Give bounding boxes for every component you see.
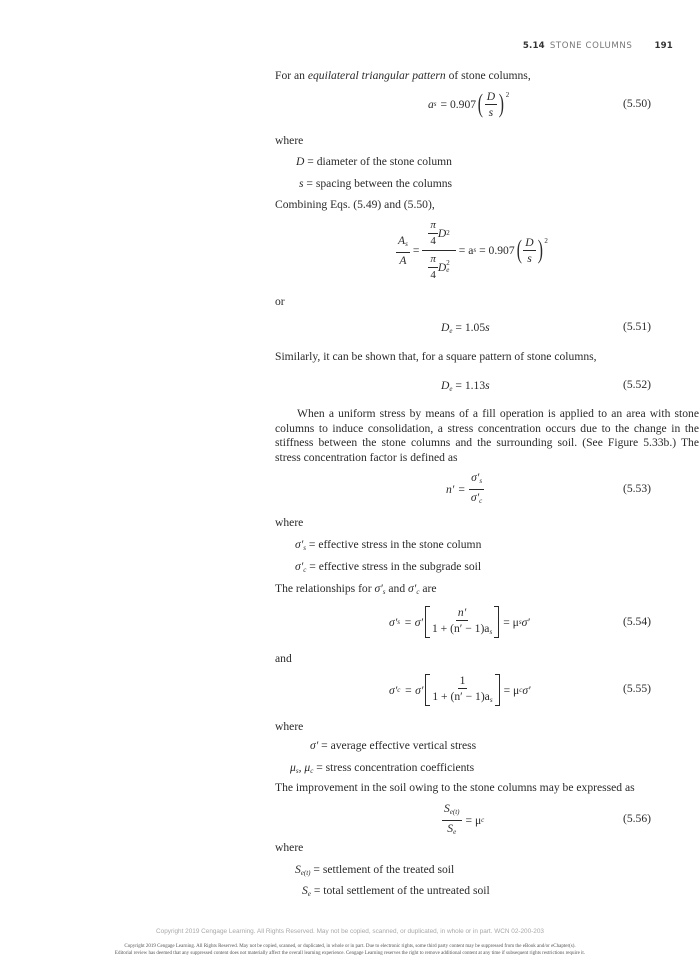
page-number: 191 — [654, 41, 673, 51]
numerator: D — [486, 89, 496, 103]
denominator — [469, 490, 484, 508]
definition-text: = diameter of the stone column — [307, 155, 452, 168]
and-label: and — [275, 652, 292, 665]
pi-over-four — [428, 253, 438, 282]
exponent: 2 — [446, 259, 450, 267]
symbol: S — [302, 884, 308, 897]
pi-over-four — [428, 219, 438, 248]
equals-mu: = μ — [503, 615, 519, 629]
coefficient: = 0.907 — [440, 97, 477, 111]
definition-s — [299, 176, 452, 191]
or-label: or — [275, 295, 285, 308]
text: 1 + (n′ − 1)a — [432, 689, 490, 703]
where-label: where — [275, 134, 304, 147]
where-label: where — [275, 516, 304, 529]
subscript: c — [310, 767, 314, 775]
numerator: 1 — [459, 673, 466, 687]
text: and — [385, 582, 409, 595]
definition-text: = stress concentration coefficients — [316, 761, 475, 774]
subscript: s — [479, 476, 483, 485]
symbol: a — [428, 97, 434, 111]
symbol: D — [437, 226, 447, 240]
fraction — [430, 606, 494, 639]
numerator: n′ — [457, 605, 467, 619]
symbol: μ — [290, 761, 296, 774]
equation-5-50 — [428, 88, 509, 120]
symbol: S — [447, 821, 454, 835]
right-paren: ) — [498, 89, 505, 118]
equation-5-53 — [446, 471, 484, 507]
fraction — [430, 674, 494, 707]
fraction — [442, 802, 462, 839]
symbol: σ′ — [389, 615, 398, 629]
symbol: σ′ — [295, 538, 304, 551]
subscript: c — [519, 686, 523, 694]
symbol: σ′ — [374, 582, 383, 595]
right-bracket — [495, 674, 500, 706]
subscript: c — [479, 496, 483, 505]
subscript: c — [303, 566, 307, 574]
exponent: 2 — [505, 91, 510, 99]
equals: = — [458, 482, 465, 496]
numerator — [442, 802, 462, 821]
equals-sigma: = σ′ — [404, 683, 424, 697]
subscript: s — [295, 767, 299, 775]
right-bracket — [494, 606, 499, 638]
equation-number: (5.50) — [623, 97, 652, 110]
symbol: σ′ — [470, 490, 480, 504]
symbol: σ′ — [521, 615, 530, 629]
numerator — [469, 471, 484, 490]
subscript: s — [433, 100, 437, 108]
definition-text: = effective stress in the stone column — [308, 538, 482, 551]
equals: = — [412, 243, 420, 257]
equation-5-56 — [442, 800, 484, 840]
equation-number: (5.51) — [623, 320, 652, 333]
denominator — [430, 689, 494, 707]
definition-text: = spacing between the columns — [306, 177, 453, 190]
right-paren: ) — [537, 235, 543, 264]
numerator — [396, 234, 410, 253]
where-label: where — [275, 841, 304, 854]
text: are — [419, 582, 437, 595]
combining-text: Combining Eqs. (5.49) and (5.50), — [275, 198, 435, 211]
symbol: σ′ — [295, 560, 304, 573]
definition-mu — [290, 760, 474, 779]
symbol: D — [296, 155, 305, 168]
subscript: e(t) — [449, 807, 460, 816]
equation-number: (5.52) — [623, 378, 652, 391]
definition-text: = total settlement of the untreated soil — [313, 884, 490, 897]
symbol: D — [441, 321, 450, 334]
left-paren: ( — [516, 235, 522, 264]
similarly-text: Similarly, it can be shown that, for a square pattern of stone columns, — [275, 350, 597, 363]
sub-sup — [446, 260, 450, 274]
equation-number: (5.53) — [623, 482, 652, 495]
equation-5-54 — [389, 604, 530, 640]
copyright-line: Copyright 2019 Cengage Learning. All Rights Reserved. May not be copied, scanned, or duplicated, in whole or in part. Due to electronic rights, some third party content may be suppressed from the eBook and/or eChapter(s). — [124, 944, 576, 949]
subscript: e — [449, 327, 453, 335]
running-header — [523, 41, 673, 51]
text: For an — [275, 69, 308, 82]
symbol: D — [437, 260, 447, 274]
value: = 1.05 — [455, 321, 486, 334]
symbol: σ′ — [408, 582, 417, 595]
improvement-text: The improvement in the soil owing to the stone columns may be expressed as — [275, 781, 635, 794]
denominator: A — [399, 253, 407, 267]
definition-sigma-c — [295, 559, 481, 578]
symbol: S — [444, 801, 450, 815]
equation-5-51 — [441, 320, 490, 339]
definition-sigma — [310, 738, 476, 753]
copyright-line: Editorial review has deemed that any suppressed content does not materially affect the overall learning experience. Cengage Learning reserves the right to remove additional content at any time if subsequent rights restrictions require it. — [114, 951, 586, 956]
equation-number: (5.55) — [623, 682, 652, 695]
symbol: σ′ — [310, 739, 319, 752]
fraction-D-s — [523, 236, 535, 265]
paragraph-text: When a uniform stress by means of a fill operation is applied to an area with stone columns to induce consolidation, a stress concentration occurs due to the change in the stiffness between the stone columns and the surrounding soil. (See Figure 5.33b.) The stress concentration factor is defined as — [275, 407, 699, 465]
value: = 1.13 — [455, 379, 486, 392]
symbol: s — [299, 177, 304, 190]
equation-5-52 — [441, 378, 490, 397]
subscript: s — [489, 695, 493, 704]
exponent: 2 — [544, 237, 548, 245]
pi: π — [428, 219, 438, 234]
paragraph-stress-concentration — [275, 407, 699, 466]
text: of stone columns, — [445, 69, 531, 82]
equals-sigma: = σ′ — [404, 615, 423, 629]
symbol: , μ — [298, 761, 311, 774]
fraction — [469, 471, 484, 508]
equals-mu: = μ — [503, 683, 520, 697]
denominator — [430, 621, 494, 639]
subscript: s — [303, 544, 306, 552]
definition-Se — [302, 883, 490, 902]
equation-5-55 — [389, 672, 531, 708]
exponent: 2 — [446, 228, 450, 237]
definition-text: = settlement of the treated soil — [313, 863, 455, 876]
definition-Set — [295, 862, 454, 881]
subscript: s — [397, 618, 400, 626]
fraction — [485, 90, 497, 119]
left-paren: ( — [477, 89, 483, 118]
text: The relationships for — [275, 582, 375, 595]
equals-mu: = μ — [465, 813, 482, 827]
symbol: σ′ — [389, 683, 398, 697]
copyright-notice — [0, 943, 700, 957]
fraction-area — [422, 219, 455, 282]
subscript: e(t) — [300, 869, 311, 877]
symbol: S — [295, 863, 301, 876]
text: 1 + (n′ − 1)a — [431, 621, 490, 635]
definition-sigma-s — [295, 537, 481, 556]
emphasis: equilateral triangular pattern — [307, 69, 446, 82]
equation-number: (5.54) — [623, 615, 652, 628]
symbol: A — [398, 233, 406, 247]
definition-text: = effective stress in the subgrade soil — [309, 560, 482, 573]
subscript: e — [449, 385, 453, 393]
denominator — [422, 251, 455, 282]
equals-as: = a — [458, 243, 474, 257]
subscript: c — [416, 588, 420, 596]
numerator: D — [525, 235, 534, 249]
denominator — [445, 821, 458, 839]
subscript: s — [473, 246, 477, 254]
intro-triangular — [275, 68, 531, 83]
symbol: σ′ — [522, 683, 531, 697]
subscript: s — [382, 588, 386, 596]
denominator: s — [527, 251, 532, 265]
subscript: c — [397, 686, 401, 694]
equation-combined — [396, 218, 548, 282]
subscript: c — [481, 816, 485, 824]
section-title: STONE COLUMNS — [549, 41, 633, 51]
equation-number: (5.56) — [623, 812, 652, 825]
section-number: 5.14 — [522, 41, 545, 51]
symbol: D — [441, 379, 450, 392]
where-label: where — [275, 720, 304, 733]
numerator — [422, 219, 455, 251]
symbol: n′ — [446, 482, 455, 496]
four: 4 — [430, 268, 436, 281]
coefficient: = 0.907 — [479, 243, 515, 257]
definition-text: = average effective vertical stress — [321, 739, 477, 752]
symbol: σ′ — [471, 470, 480, 484]
relationships-text — [275, 581, 436, 600]
subscript: e — [446, 266, 450, 274]
subscript: s — [405, 239, 408, 248]
fraction-As-A — [396, 234, 410, 267]
definition-D — [296, 154, 452, 169]
four: 4 — [430, 234, 436, 247]
pi: π — [428, 253, 438, 268]
subscript: s — [489, 627, 493, 636]
copyright-watermark: Copyright 2019 Cengage Learning. All Rights Reserved. May not be copied, scanned, or duplicated, in whole or in part. WCN 02-200-203 — [156, 928, 544, 935]
denominator: s — [488, 105, 494, 119]
subscript: e — [453, 827, 457, 836]
subscript: s — [518, 618, 522, 626]
variable: s — [485, 321, 490, 334]
subscript: e — [307, 890, 311, 898]
variable: s — [485, 379, 490, 392]
